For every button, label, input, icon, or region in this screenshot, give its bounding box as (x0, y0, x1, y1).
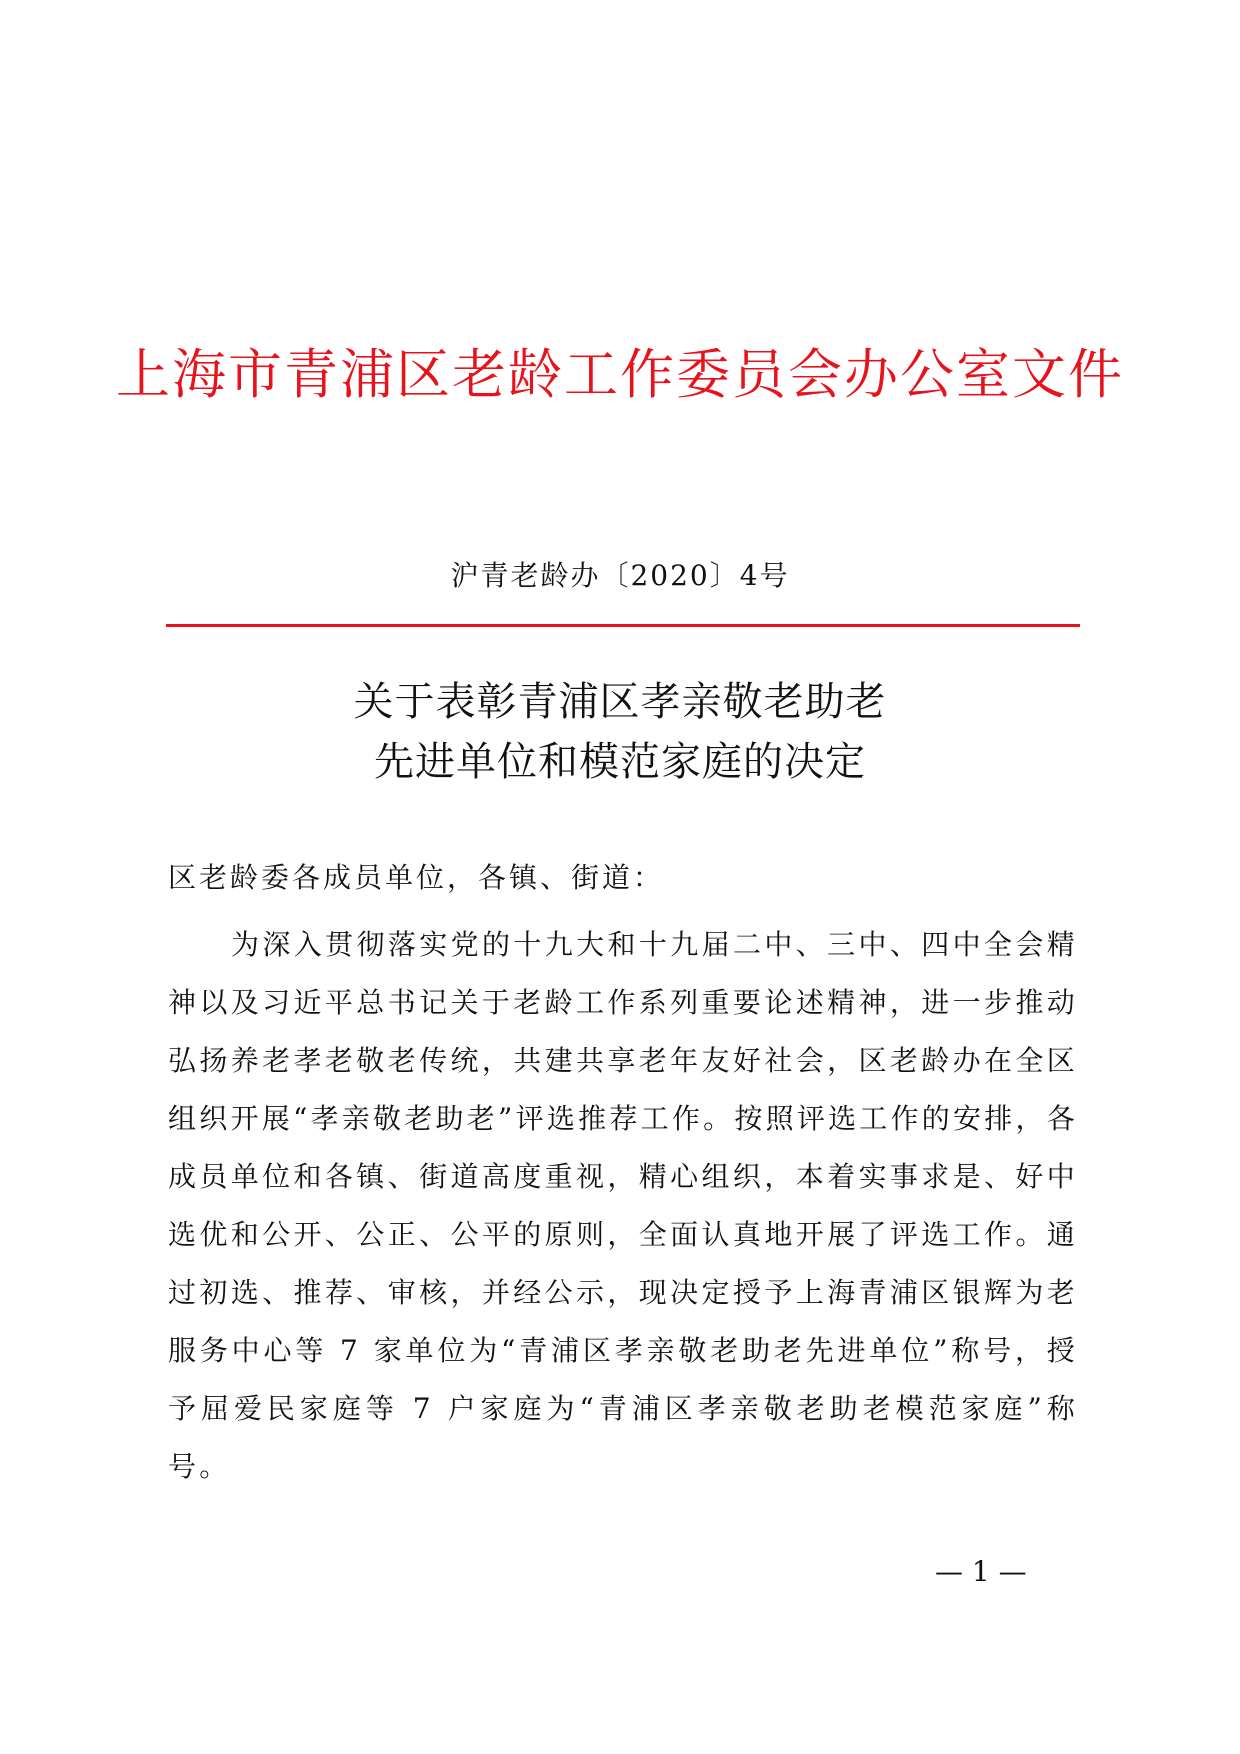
issuing-authority-title: 上海市青浦区老龄工作委员会办公室文件 (116, 343, 1124, 406)
document-number: 沪青老龄办〔2020〕4号 (450, 559, 790, 592)
addressee-line: 区老龄委各成员单位，各镇、街道： (168, 861, 665, 894)
body-paragraph: 为深入贯彻落实党的十九大和十九届二中、三中、四中全会精神以及习近平总书记关于老龄工作系列重要论述精神，进一步推动弘扬养老孝老敬老传统，共建共享老年友好社会，区老龄办在全区组织开展“孝亲敬老助老”评选推荐工作。按照评选工作的安排，各成员单位和各镇、街道高度重视，精心组织，本着实事求是、好中选优和公开、公正、公平的原则，全面认真地开展了评选工作。通过初选、推荐、审核，并经公示，现决定授予上海青浦区银辉为老服务中心等 7 家单位为“青浦区孝亲敬老助老先进单位”称号，授予屈爱民家庭等 7 户家庭为“青浦区孝亲敬老助老模范家庭”称号。 (168, 928, 1078, 1483)
page-number: — 1 — (935, 1555, 1027, 1588)
subject-title-line-1: 关于表彰青浦区孝亲敬老助老 (353, 679, 887, 725)
subject-title-line-2: 先进单位和模范家庭的决定 (374, 739, 866, 785)
subject-title (0, 672, 1240, 792)
red-separator-line (166, 624, 1080, 627)
